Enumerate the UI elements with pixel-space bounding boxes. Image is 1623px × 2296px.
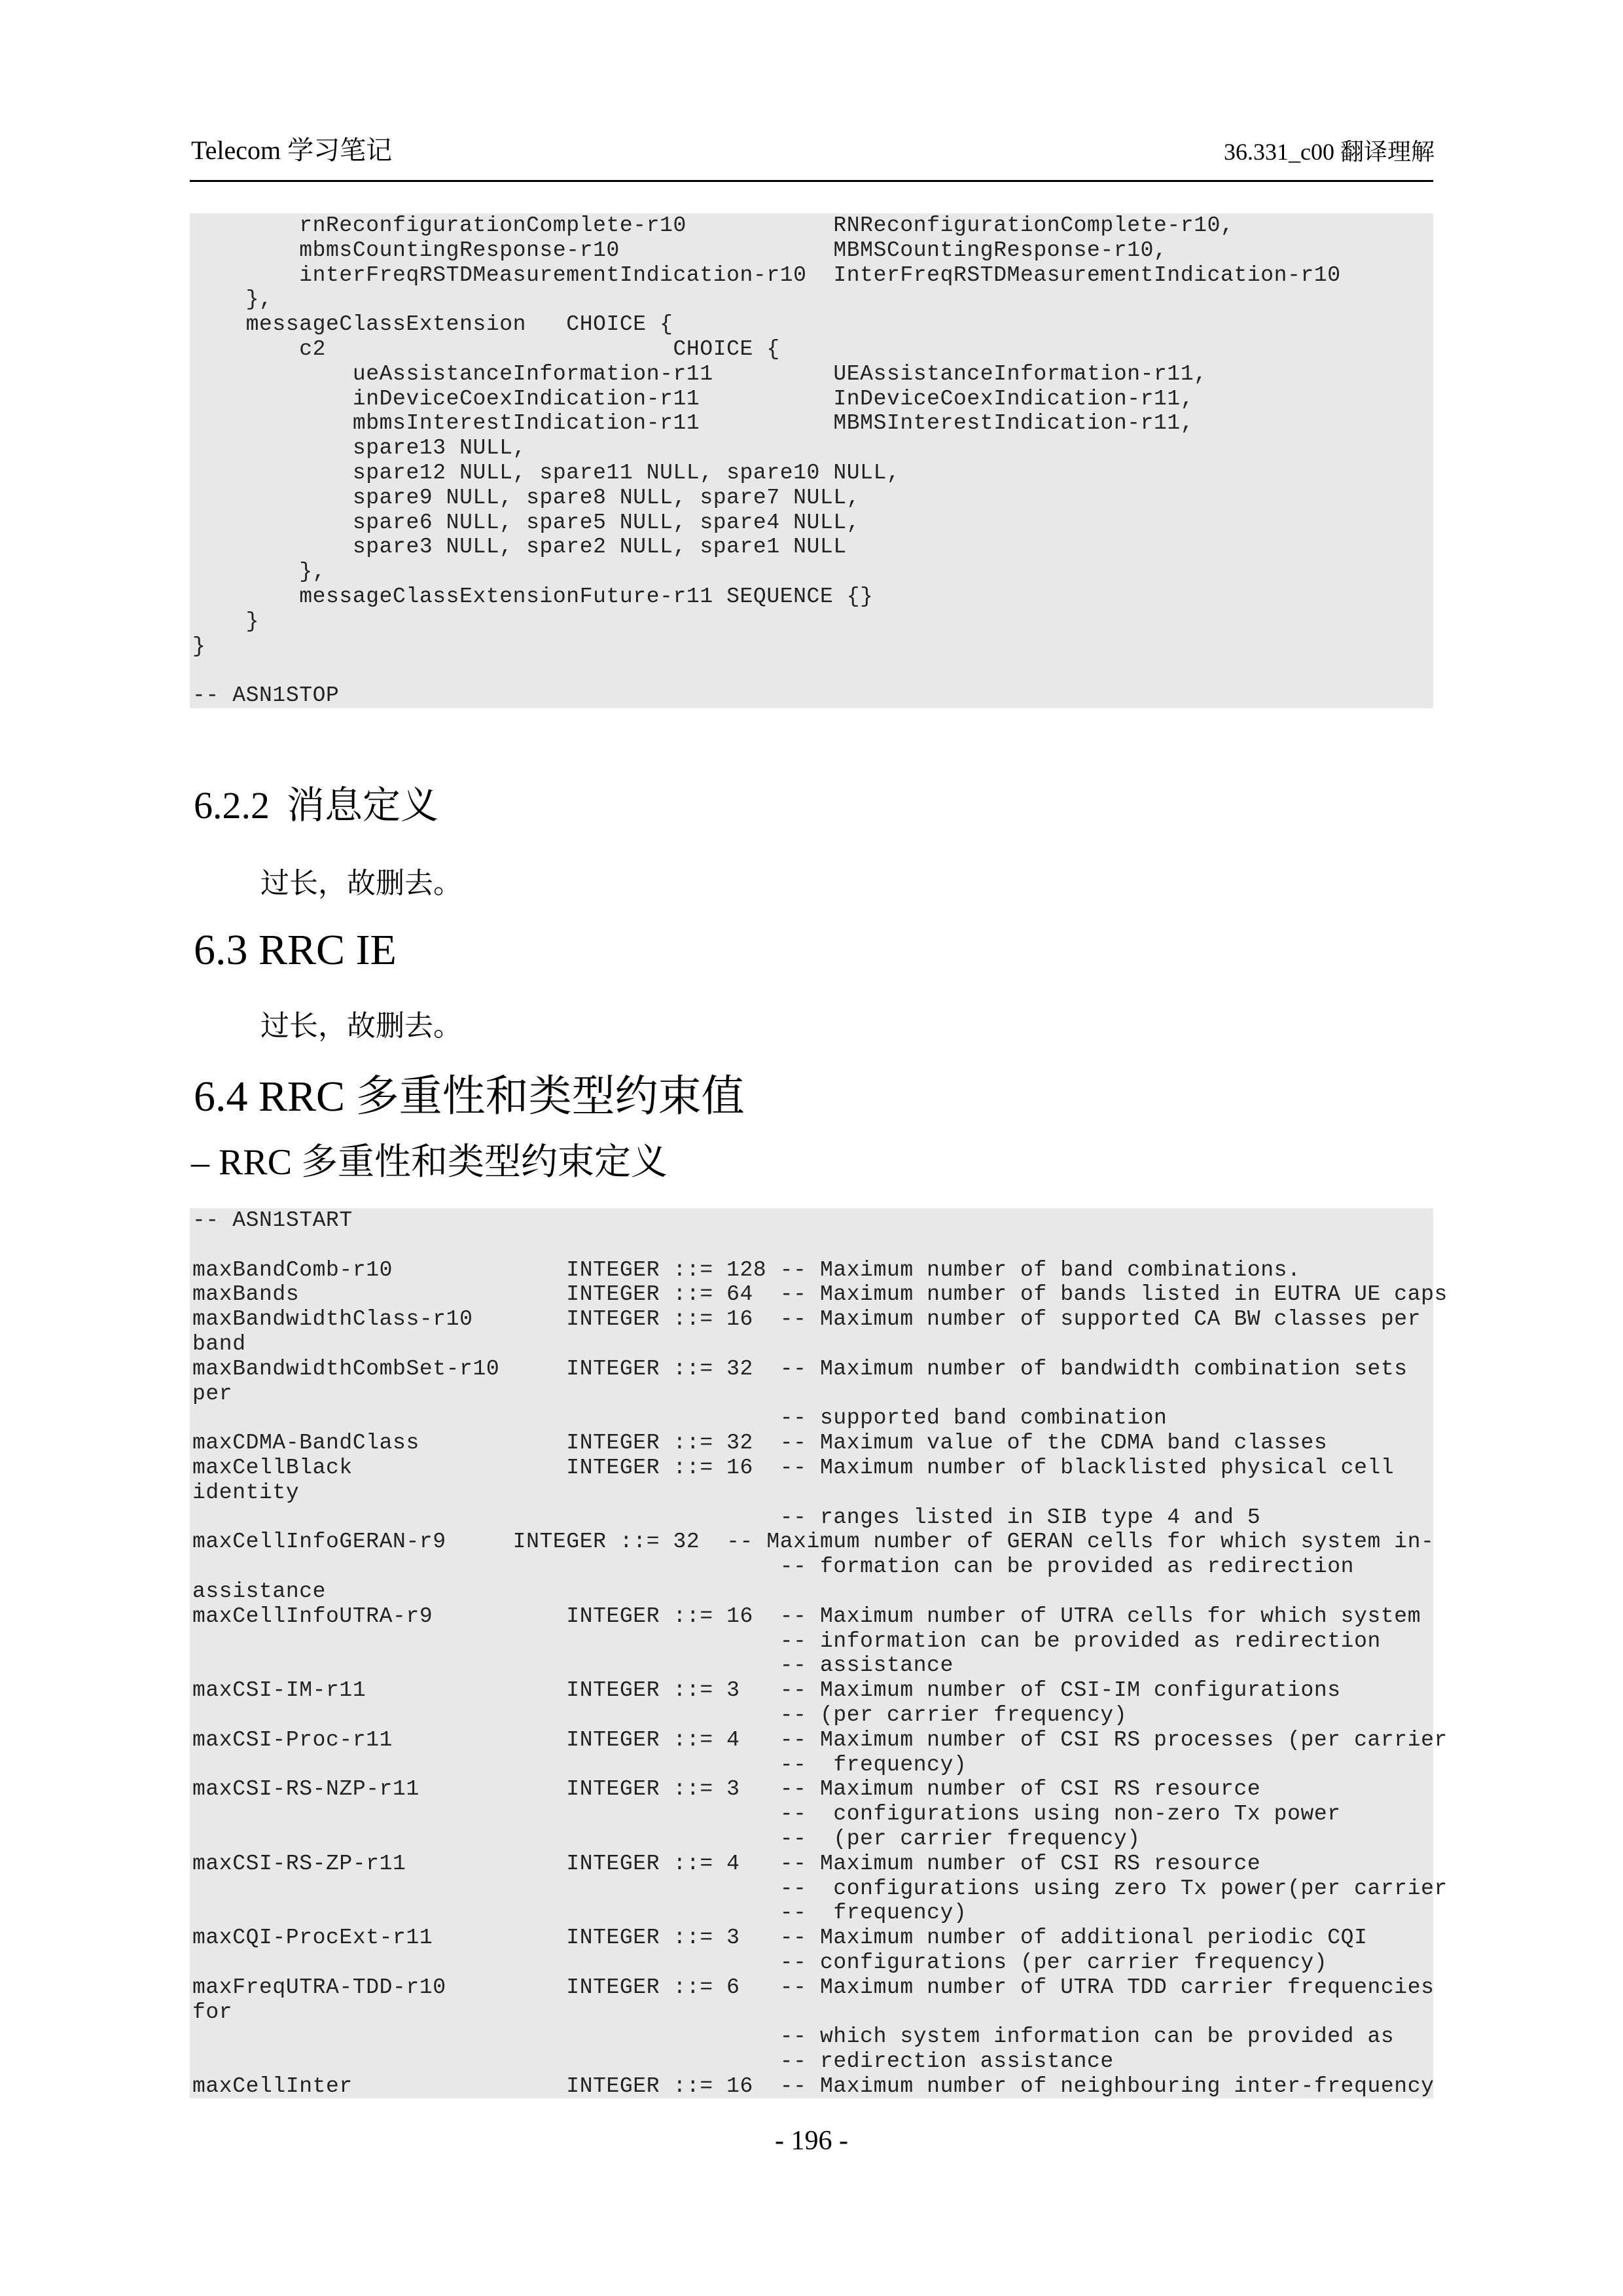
section-6-2-2-body: 过长，故删去。	[260, 867, 462, 900]
section-title: 消息定义	[287, 784, 439, 827]
asn1-code-block-constraints	[190, 1208, 1448, 2098]
section-heading-6-3: 6.3 RRC IE	[194, 926, 397, 974]
section-heading-6-2-2	[194, 783, 438, 829]
asn1-code-text: -- ASN1START maxBandComb-r10 INTEGER ::= 128 -- Maximum number of band combinations. maxBands INTEGER ::= 64 -- Maximum number of bands listed in EUTRA UE caps maxBandwidthClass-r10 INTEGER ::= 16 -- Maximum number of supported CA BW classes per band maxBandwidthCombSet-r10 INTEGER ::= 32 -- Maximum number of bandwidth combination sets per -- supported band combination maxCDMA-BandClass INTEGER ::= 32 -- Maximum value of the CDMA band classes maxCellBlack INTEGER ::= 16 -- Maximum number of blacklisted physical cell identity -- ranges listed in SIB type 4 and 5 maxCellInfoGERAN-r9 INTEGER ::= 32 -- Maximum number of GERAN cells for which system in- -- formation can be provided as redirection assistance maxCellInfoUTRA-r9 INTEGER ::= 16 -- Maximum number of UTRA cells for which system -- information can be provided as redirection -- assistance maxCSI-IM-r11 INTEGER ::= 3 -- Maximum number of CSI-IM configurations -- (per carrier frequency) maxCSI-Proc-r11 INTEGER ::= 4 -- Maximum number of CSI RS processes (per carrier -- frequency) maxCSI-RS-NZP-r11 INTEGER ::= 3 -- Maximum number of CSI RS resource -- configurations using non-zero Tx power -- (per carrier frequency) maxCSI-RS-ZP-r11 INTEGER ::= 4 -- Maximum number of CSI RS resource -- configurations using zero Tx power(per carrier -- frequency) maxCQI-ProcExt-r11 INTEGER ::= 3 -- Maximum number of additional periodic CQI -- configurations (per carrier frequency) maxFreqUTRA-TDD-r10 INTEGER ::= 6 -- Maximum number of UTRA TDD carrier frequencies for -- which system information can be provided as -- redirection assistance maxCellInter INTEGER ::= 16 -- Maximum number of neighbouring inter-frequency	[192, 1208, 1448, 2098]
section-number: 6.2.2	[194, 784, 270, 827]
header-divider	[190, 180, 1433, 182]
asn1-code-block-message-class	[190, 213, 1433, 708]
section-heading-6-4: 6.4 RRC 多重性和类型约束值	[194, 1073, 745, 1121]
page-number: - 196 -	[775, 2126, 848, 2156]
asn1-code-text: rnReconfigurationComplete-r10 RNReconfigurationComplete-r10, mbmsCountingResponse-r10 MBMSCountingResponse-r10, interFreqRSTDMeasurementIndication-r10 InterFreqRSTDMeasurementIndication-r10 }, messageClassExtension CHOICE { c2 CHOICE { ueAssistanceInformation-r11 UEAssistanceInformation-r11, inDeviceCoexIndication-r11 InDeviceCoexIndication-r11, mbmsInterestIndication-r11 MBMSInterestIndication-r11, spare13 NULL, spare12 NULL, spare11 NULL, spare10 NULL, spare9 NULL, spare8 NULL, spare7 NULL, spare6 NULL, spare5 NULL, spare4 NULL, spare3 NULL, spare2 NULL, spare1 NULL }, messageClassExtensionFuture-r11 SEQUENCE {} } } -- ASN1STOP	[192, 213, 1341, 708]
subheading-rrc-constraints: – RRC 多重性和类型约束定义	[191, 1142, 668, 1183]
header-document-ref: 36.331_c00 翻译理解	[1224, 139, 1435, 165]
header-title: Telecom 学习笔记	[191, 135, 393, 165]
section-6-3-body: 过长，故删去。	[260, 1009, 462, 1043]
